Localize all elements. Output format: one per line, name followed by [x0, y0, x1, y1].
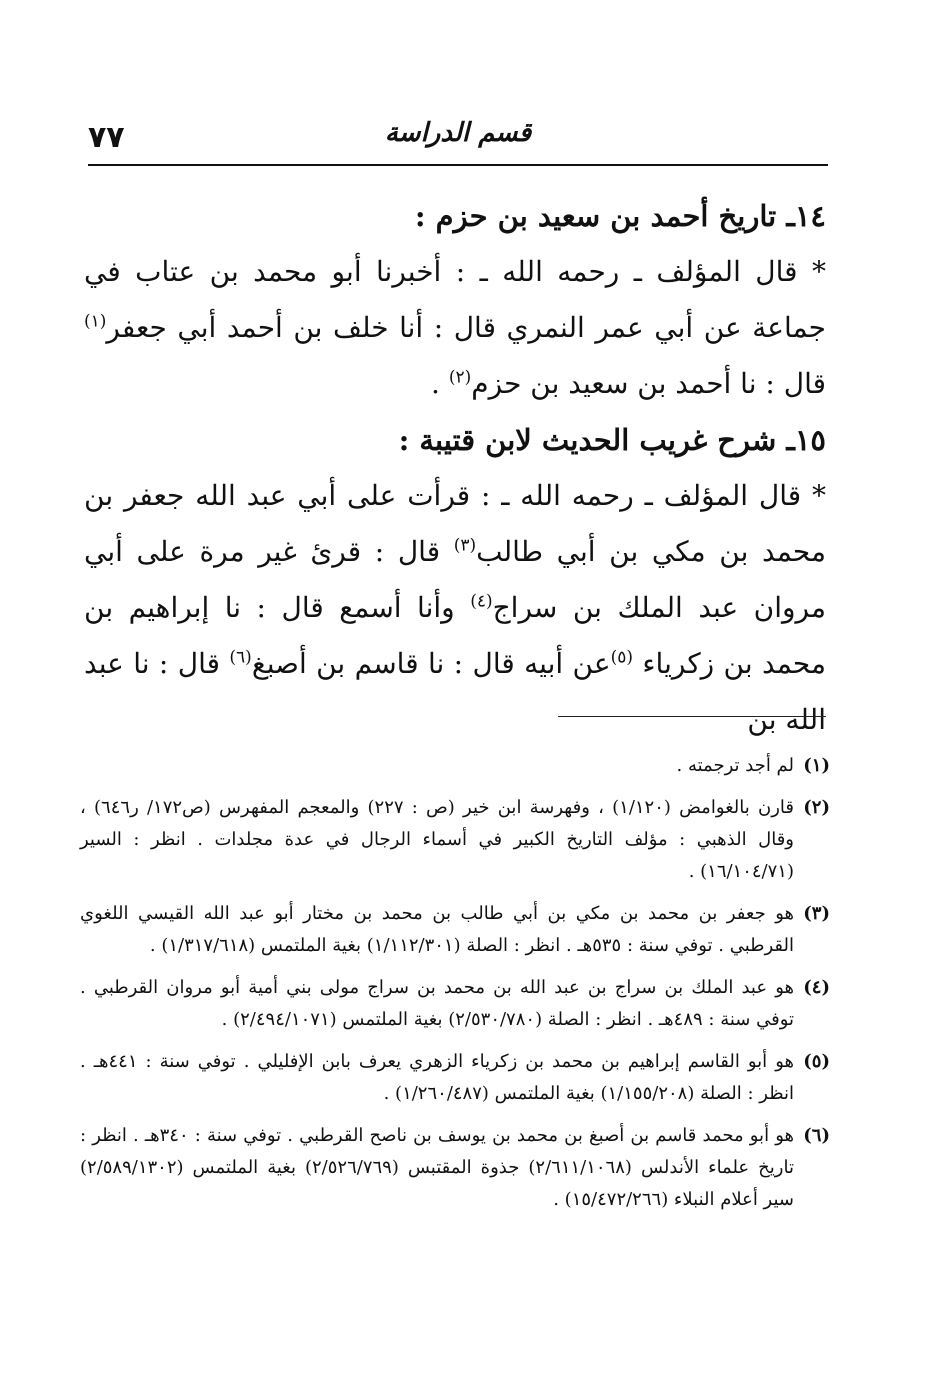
- running-title: قسم الدراسة: [384, 118, 532, 148]
- footnote-ref: (٣): [453, 535, 477, 556]
- footnote-ref: (٦): [229, 647, 252, 668]
- page-number: ٧٧: [88, 120, 125, 155]
- footnote-text: قارن بالغوامض (١/١٢٠) ، وفهرسة ابن خير (ص : ٢٢٧) والمعجم المفهرس (ص١٧٢/ ر٦٤٦) ، وقال الذهبي : مؤلف التاريخ الكبير في أسماء الرجال في عدة مجلدات . انظر : السير (١٦/١٠٤/٧١) .: [80, 797, 794, 882]
- footnote-ref: (٥): [610, 647, 633, 668]
- footnote-number: (٦): [803, 1125, 830, 1146]
- footnote-number: (٥): [803, 1051, 830, 1072]
- text-run: قال : نا عبد الله بن: [84, 647, 826, 736]
- text-run: * قال المؤلف ـ رحمه الله ـ : قرأت على أبي عبد الله جعفر بن محمد بن مكي بن أبي طالب: [84, 479, 826, 568]
- page-header: [88, 118, 828, 166]
- footnote: [80, 1120, 830, 1216]
- text-run: * قال المؤلف ـ رحمه الله ـ : أخبرنا أبو محمد بن عتاب في جماعة عن أبي عمر النمري قال : أنا خلف بن أحمد أبي جعفر: [84, 255, 826, 344]
- footnote-text: لم أجد ترجمته .: [676, 755, 794, 776]
- text-run: وأنا أسمع قال : نا إبراهيم بن محمد بن زكرياء: [84, 591, 826, 680]
- footnote: [80, 792, 830, 888]
- footnote-number: (٤): [803, 977, 830, 998]
- text-run: قال : نا أحمد بن سعيد بن حزم: [471, 367, 826, 400]
- footnote-number: (٢): [803, 797, 830, 818]
- footnote: [80, 972, 830, 1036]
- footnote-text: هو عبد الملك بن سراج بن عبد الله بن محمد بن سراج مولى بني أمية أبو مروان القرطبي . توفي سنة : ٤٨٩هـ . انظر : الصلة (٢/٥٣٠/٧٨٠) بغية الملتمس (٢/٤٩٤/١٠٧١) .: [80, 977, 794, 1030]
- footnote-number: (١): [803, 755, 830, 776]
- footnote-text: هو جعفر بن محمد بن مكي بن أبي طالب بن محمد بن مختار أبو عبد الله القيسي اللغوي القرطبي . توفي سنة : ٥٣٥هـ . انظر : الصلة (١/١١٢/٣٠١) بغية الملتمس (١/٣١٧/٦١٨) .: [80, 903, 794, 956]
- footnote-text: هو أبو القاسم إبراهيم بن محمد بن زكرياء الزهري يعرف بابن الإفليلي . توفي سنة : ٤٤١هـ . انظر : الصلة (١/١٥٥/٢٠٨) بغية الملتمس (١/٢٦٠/٤٨٧) .: [80, 1051, 794, 1104]
- footnote-number: (٣): [803, 903, 830, 924]
- footnote-text: هو أبو محمد قاسم بن أصبغ بن محمد بن يوسف بن ناصح القرطبي . توفي سنة : ٣٤٠هـ . انظر : تاريخ علماء الأندلس (٢/٦١١/١٠٦٨) جذوة المقتبس (٢/٥٢٦/٧٦٩) بغية الملتمس (٢/٥٨٩/١٣٠٢) سير أعلام النبلاء (١٥/٤٧٢/٢٦٦) .: [80, 1125, 794, 1210]
- section-paragraph: [84, 244, 826, 412]
- text-run: قال : قرئ غير مرة على أبي مروان عبد الملك بن سراج: [84, 535, 826, 624]
- main-text: [84, 188, 826, 748]
- footnote-divider: [558, 716, 826, 717]
- section-paragraph: [84, 468, 826, 748]
- footnotes: [80, 750, 830, 1226]
- footnote: [80, 898, 830, 962]
- footnote-ref: (١): [84, 311, 107, 332]
- text-run: .: [431, 367, 449, 400]
- footnote: [80, 750, 830, 782]
- footnote-ref: (٢): [448, 367, 472, 388]
- text-run: عن أبيه قال : نا قاسم بن أصبغ: [251, 647, 611, 680]
- footnote-ref: (٤): [470, 591, 493, 612]
- footnote: [80, 1046, 830, 1110]
- section-heading: ١٥ـ شرح غريب الحديث لابن قتيبة :: [398, 423, 826, 457]
- section-heading: ١٤ـ تاريخ أحمد بن سعيد بن حزم :: [414, 199, 826, 233]
